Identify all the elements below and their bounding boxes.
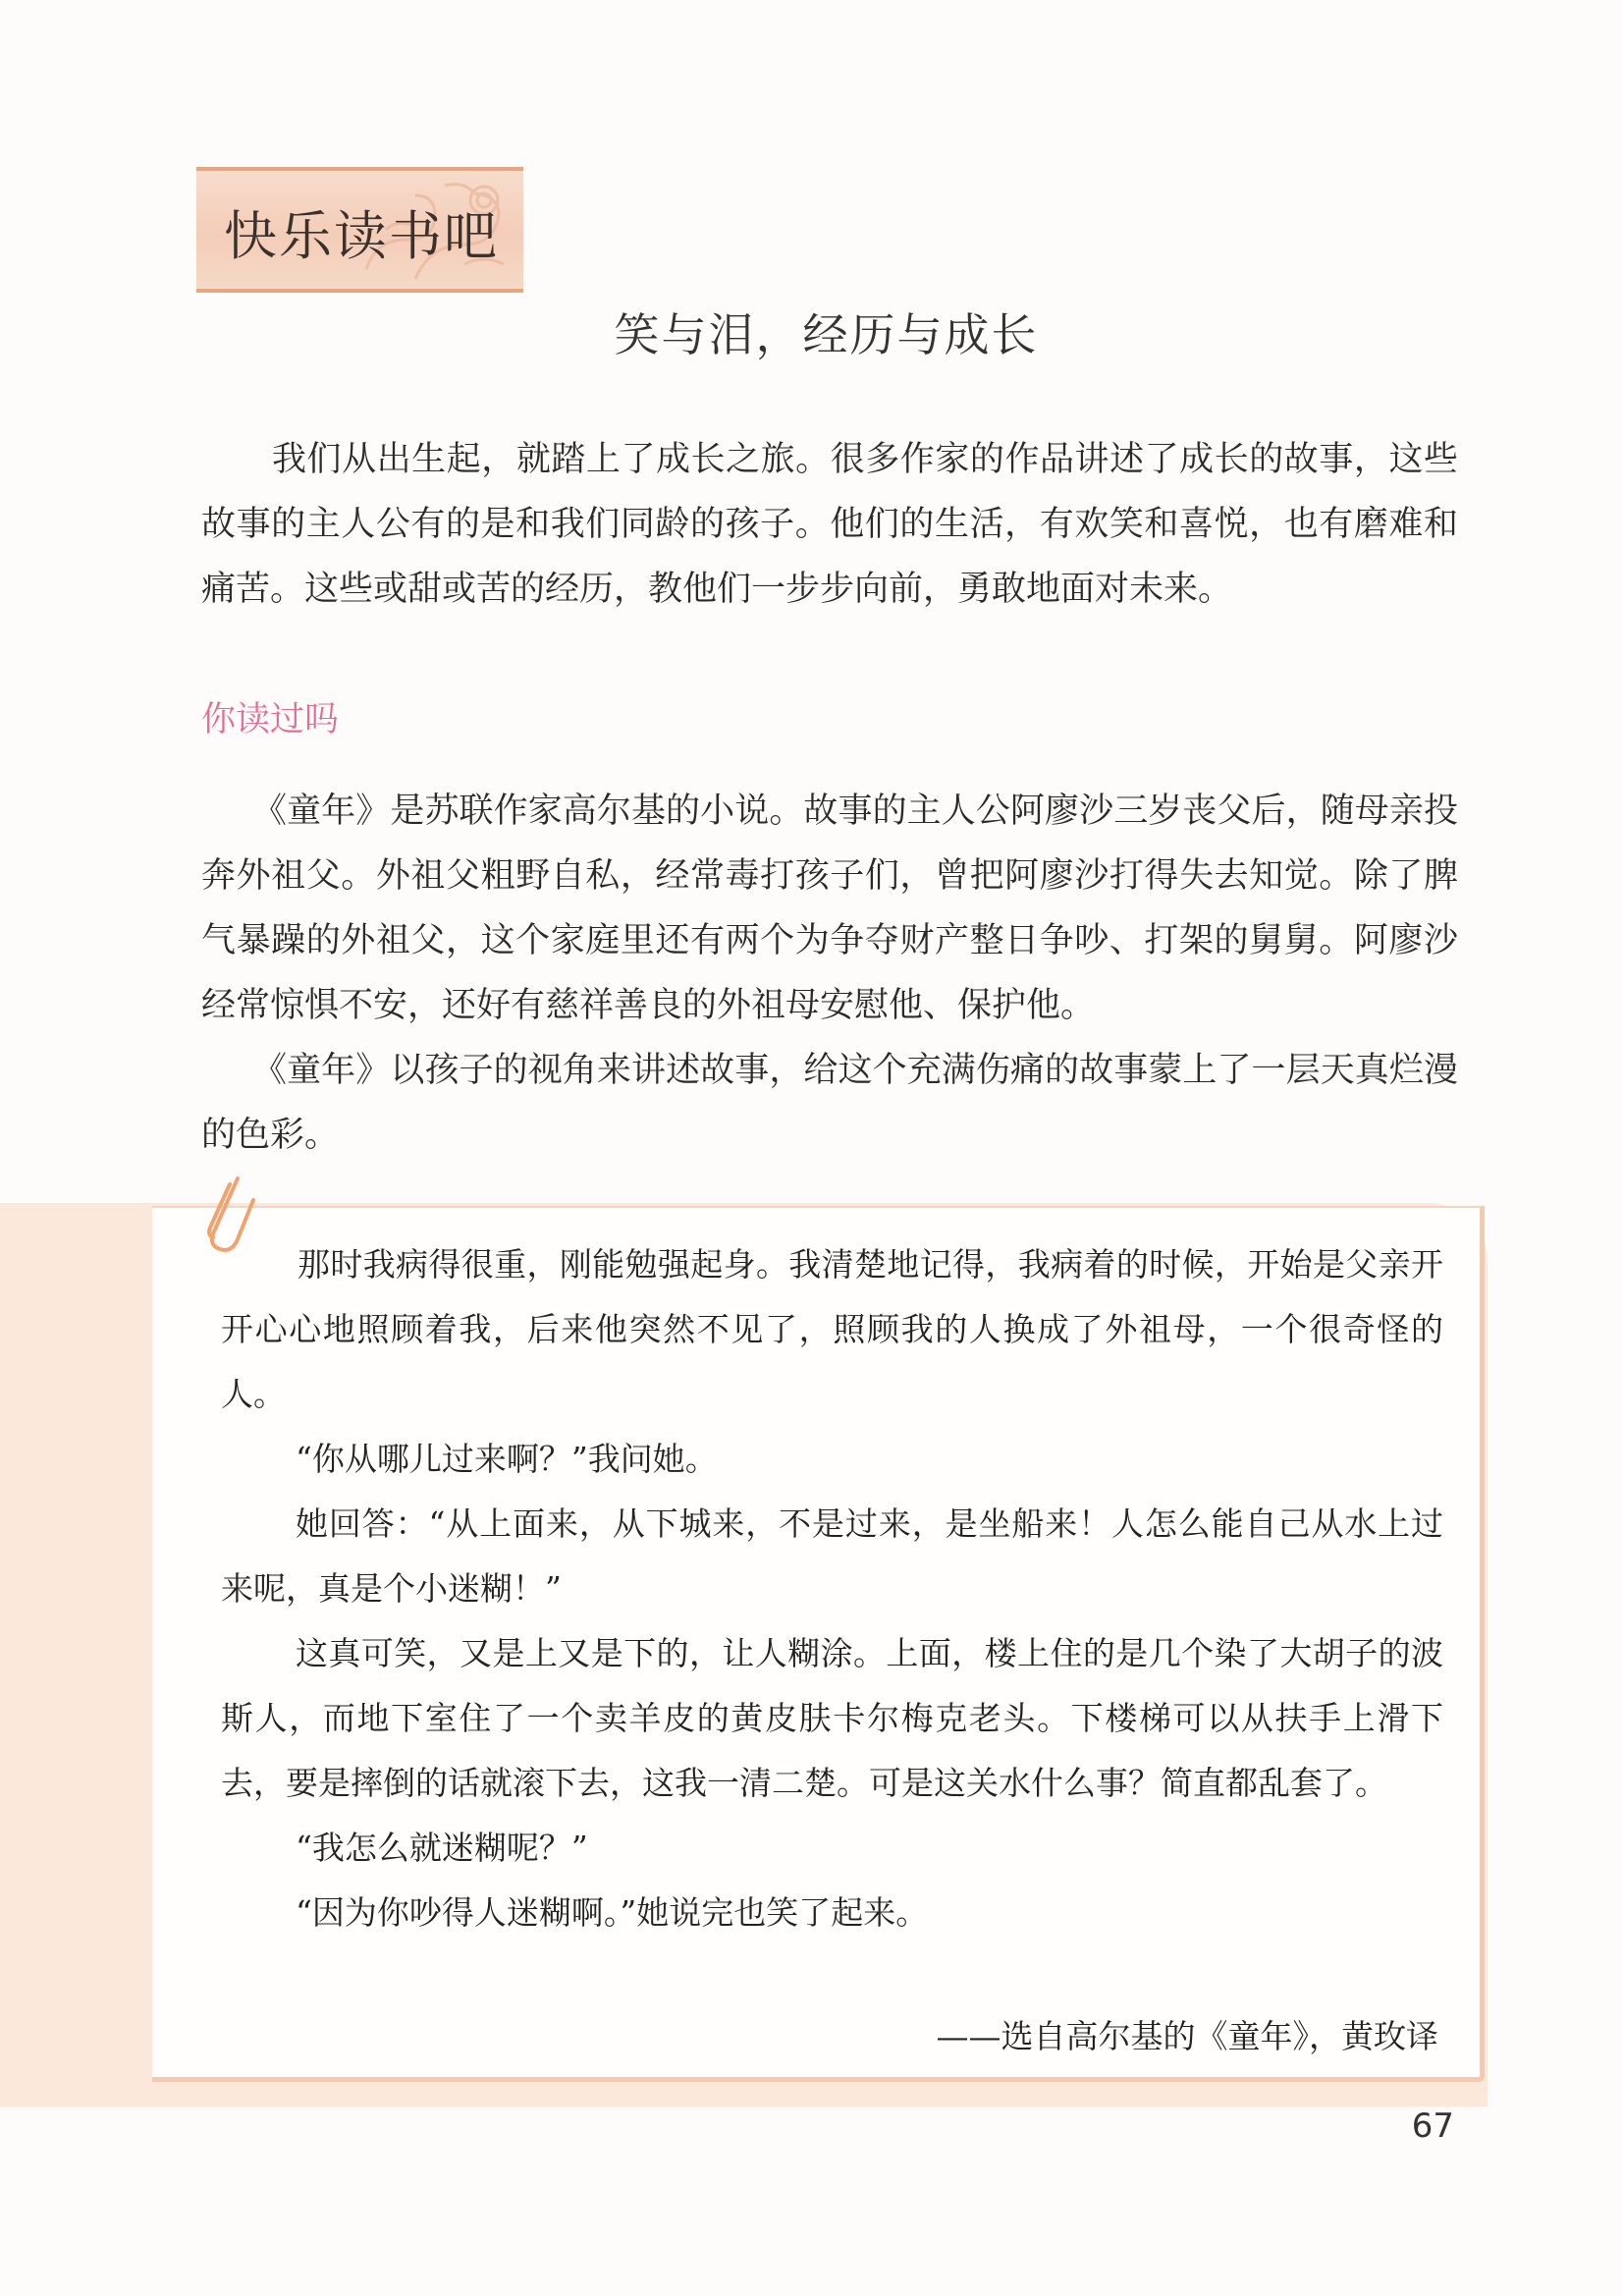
excerpt-paragraph: “你从哪儿过来啊？”我问她。 (296, 1440, 718, 1478)
section-banner-title: 快乐读书吧 (224, 205, 499, 267)
excerpt-paragraph: 这真可笑，又是上又是下的，让人糊涂。上面，楼上住的是几个染了大胡子的波斯人，而地下室住了一个卖羊皮的黄皮肤卡尔梅克老头。下楼梯可以从扶手上滑下去，要是摔倒的话就滚下去，这我一清二楚。可是这关水什么事？简直都乱套了。 (221, 1634, 1443, 1802)
description-paragraph: 《童年》以孩子的视角来讲述故事，给这个充满伤痛的故事蒙上了一层天真烂漫的色彩。 (201, 1051, 1458, 1155)
description-paragraph: 《童年》是苏联作家高尔基的小说。故事的主人公阿廖沙三岁丧父后，随母亲投奔外祖父。外祖父粗野自私，经常毒打孩子们，曾把阿廖沙打得失去知觉。除了脾气暴躁的外祖父，这个家庭里还有两个为争夺财产整日争吵、打架的舅舅。阿廖沙经常惊惧不安，还好有慈祥善良的外祖母安慰他、保护他。 (201, 792, 1458, 1025)
intro-paragraph: 我们从出生起，就踏上了成长之旅。很多作家的作品讲述了成长的故事，这些故事的主人公有的是和我们同龄的孩子。他们的生活，有欢笑和喜悦，也有磨难和痛苦。这些或甜或苦的经历，教他们一步步向前，勇敢地面对未来。 (201, 440, 1458, 609)
excerpt-paragraph: “因为你吵得人迷糊啊。”她说完也笑了起来。 (296, 1893, 929, 1932)
excerpt-source: ——选自高尔基的《童年》，黄玫译 (936, 2017, 1438, 2055)
excerpt-paragraph: 那时我病得很重，刚能勉强起身。我清楚地记得，我病着的时候，开始是父亲开开心心地照顾着我，后来他突然不见了，照顾我的人换成了外祖母，一个很奇怪的人。 (221, 1245, 1443, 1413)
excerpt-text (221, 1232, 1443, 1945)
excerpt-paragraph: 她回答：“从上面来，从下城来，不是过来，是坐船来！人怎么能自己从水上过来呢，真是个小迷糊！” (221, 1504, 1443, 1608)
page-number: 67 (1411, 2106, 1454, 2146)
page-subtitle: 笑与泪，经历与成长 (614, 308, 1039, 361)
excerpt-paragraph: “我怎么就迷糊呢？” (296, 1829, 588, 1867)
section-banner (196, 167, 523, 293)
section-heading: 你读过吗 (201, 700, 340, 739)
